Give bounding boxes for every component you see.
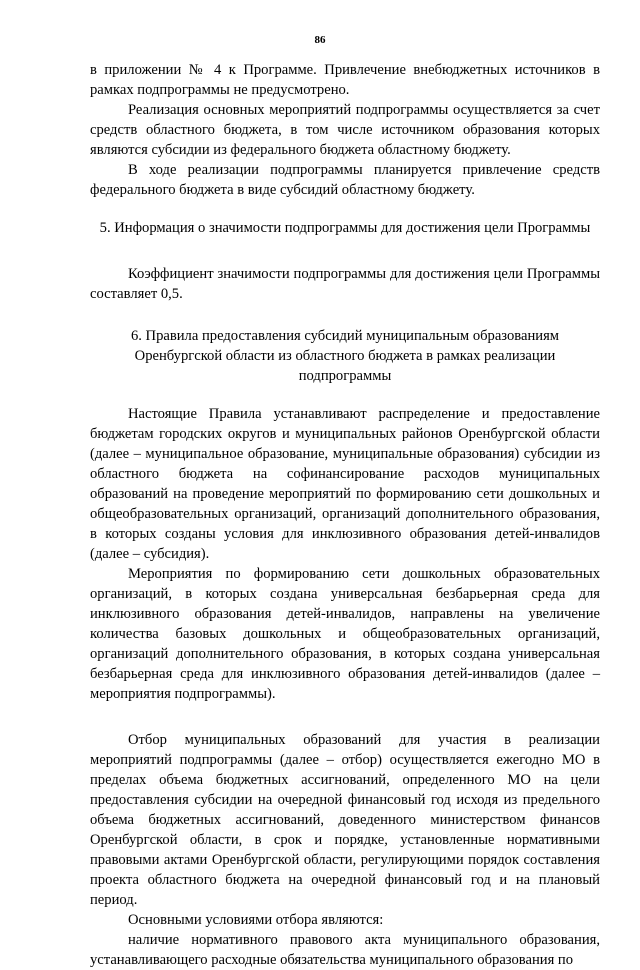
paragraph-federal-funds: В ходе реализации подпрограммы планируется привлечение средств федерального бюджета в виде субсидий областному бюджету. xyxy=(90,162,600,198)
paragraph-significance-coefficient: Коэффициент значимости подпрограммы для достижения цели Программы составляет 0,5. xyxy=(90,266,600,302)
paragraph-selection: Отбор муниципальных образований для участия в реализации мероприятий подпрограммы (далее – отбор) осуществляется ежегодно МО в пределах объема бюджетных ассигнований, определенного МО на цели предоставления субсидии на очередной финансовый год исходя из предельного объема бюджетных ассигнований, доведенного министерством финансов Оренбургской области, в срок и порядке, установленные нормативными правовыми актами Оренбургской области, регулирующими порядок составления проекта областного бюджета на очередной финансовый год и на плановый период. xyxy=(90,732,600,908)
section-heading-5: 5. Информация о значимости подпрограммы для достижения цели Программы xyxy=(99,220,591,236)
page-number: 86 xyxy=(314,34,326,46)
paragraph-funding-sources: Реализация основных мероприятий подпрограммы осуществляется за счет средств областного бюджета, в том числе источником образования которых являются субсидии из федерального бюджета областному бюджету. xyxy=(90,102,600,158)
paragraph-measures: Мероприятия по формированию сети дошкольных образовательных организаций, в которых создана универсальная безбарьерная среда для инклюзивного образования детей-инвалидов, направлены на увеличение количества базовых дошкольных и общеобразовательных организаций, организаций дополнительного образования, в которых создана универсальная безбарьерная среда для инклюзивного образования детей-инвалидов (далее – мероприятия подпрограммы). xyxy=(90,566,600,702)
paragraph-selection-conditions: Основными условиями отбора являются: xyxy=(128,912,384,928)
paragraph-rules-intro: Настоящие Правила устанавливают распределение и предоставление бюджетам городских округов и муниципальных районов Оренбургской области (далее – муниципальное образование, муниципальные образования) субсидии из областного бюджета на софинансирование расходов муниципальных образований на проведение мероприятий по формированию сети дошкольных и общеобразовательных организаций, организаций дополнительного образования, в которых созданы условия для инклюзивного образования детей-инвалидов (далее – субсидия). xyxy=(90,406,600,562)
paragraph-condition-1: наличие нормативного правового акта муниципального образования, устанавливающего расходные обязательства муниципального образования по xyxy=(90,932,600,968)
paragraph-intro-continuation: в приложении № 4 к Программе. Привлечение внебюджетных источников в рамках подпрограммы не предусмотрено. xyxy=(90,62,600,98)
section-heading-6: 6. Правила предоставления субсидий муниципальным образованиям Оренбургской области из областного бюджета в рамках реализации подпрограммы xyxy=(130,328,560,384)
document-body xyxy=(90,60,600,970)
